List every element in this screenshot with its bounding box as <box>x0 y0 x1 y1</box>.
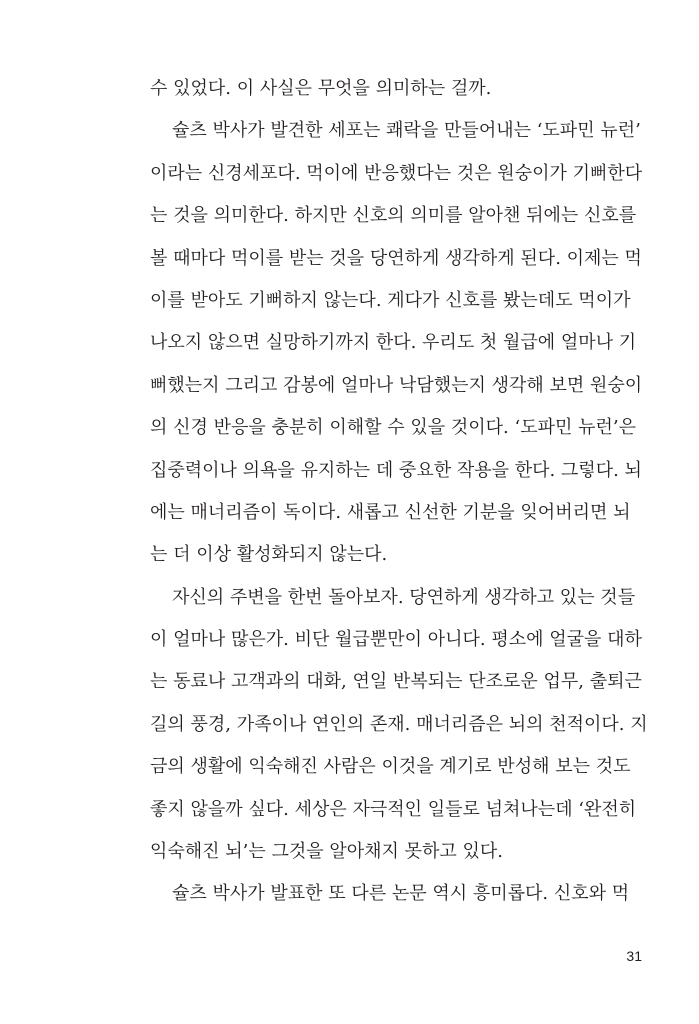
text-line: 이라는 신경세포다. 먹이에 반응했다는 것은 원숭이가 기뻐한다 <box>150 162 643 184</box>
text-line: 이를 받아도 기뻐하지 않는다. 게다가 신호를 봤는데도 먹이가 <box>150 289 631 311</box>
text-line: 볼 때마다 먹이를 받는 것을 당연하게 생각하게 된다. 이제는 먹 <box>150 247 642 269</box>
text-line: 슐츠 박사가 발표한 또 다른 논문 역시 흥미롭다. 신호와 먹 <box>172 883 630 905</box>
text-line: 뻐했는지 그리고 감봉에 얼마나 낙담했는지 생각해 보면 원숭이 <box>150 374 643 396</box>
page-number: 31 <box>626 948 642 964</box>
text-line: 이 얼마나 많은가. 비단 월급뿐만이 아니다. 평소에 얼굴을 대하 <box>150 629 642 651</box>
text-line: 자신의 주변을 한번 돌아보자. 당연하게 생각하고 있는 것들 <box>172 586 636 608</box>
text-line: 수 있었다. 이 사실은 무엇을 의미하는 걸까. <box>150 78 492 99</box>
text-line: 슐츠 박사가 발견한 세포는 쾌락을 만들어내는 ‘도파민 뉴런’ <box>172 120 641 142</box>
text-line: 는 동료나 고객과의 대화, 연일 반복되는 단조로운 업무, 출퇴근 <box>150 671 642 693</box>
text-line: 는 더 이상 활성화되지 않는다. <box>150 544 388 566</box>
text-line: 익숙해진 뇌’는 그것을 알아채지 못하고 있다. <box>150 841 504 863</box>
text-line: 금의 생활에 익숙해진 사람은 이것을 계기로 반성해 보는 것도 <box>150 756 631 778</box>
text-line: 집중력이나 의욕을 유지하는 데 중요한 작용을 한다. 그렇다. 뇌 <box>150 459 642 481</box>
text-line: 에는 매너리즘이 독이다. 새롭고 신선한 기분을 잊어버리면 뇌 <box>150 501 631 523</box>
text-line: 나오지 않으면 실망하기까지 한다. 우리도 첫 월급에 얼마나 기 <box>150 332 637 354</box>
text-line: 길의 풍경, 가족이나 연인의 존재. 매너리즘은 뇌의 천적이다. 지 <box>150 713 648 735</box>
text-line: 는 것을 의미한다. 하지만 신호의 의미를 알아챈 뒤에는 신호를 <box>150 205 637 227</box>
text-line: 의 신경 반응을 충분히 이해할 수 있을 것이다. ‘도파민 뉴런’은 <box>150 417 636 439</box>
body-text <box>150 68 648 916</box>
text-line: 좋지 않을까 싶다. 세상은 자극적인 일들로 넘쳐나는데 ‘완전히 <box>150 798 637 820</box>
